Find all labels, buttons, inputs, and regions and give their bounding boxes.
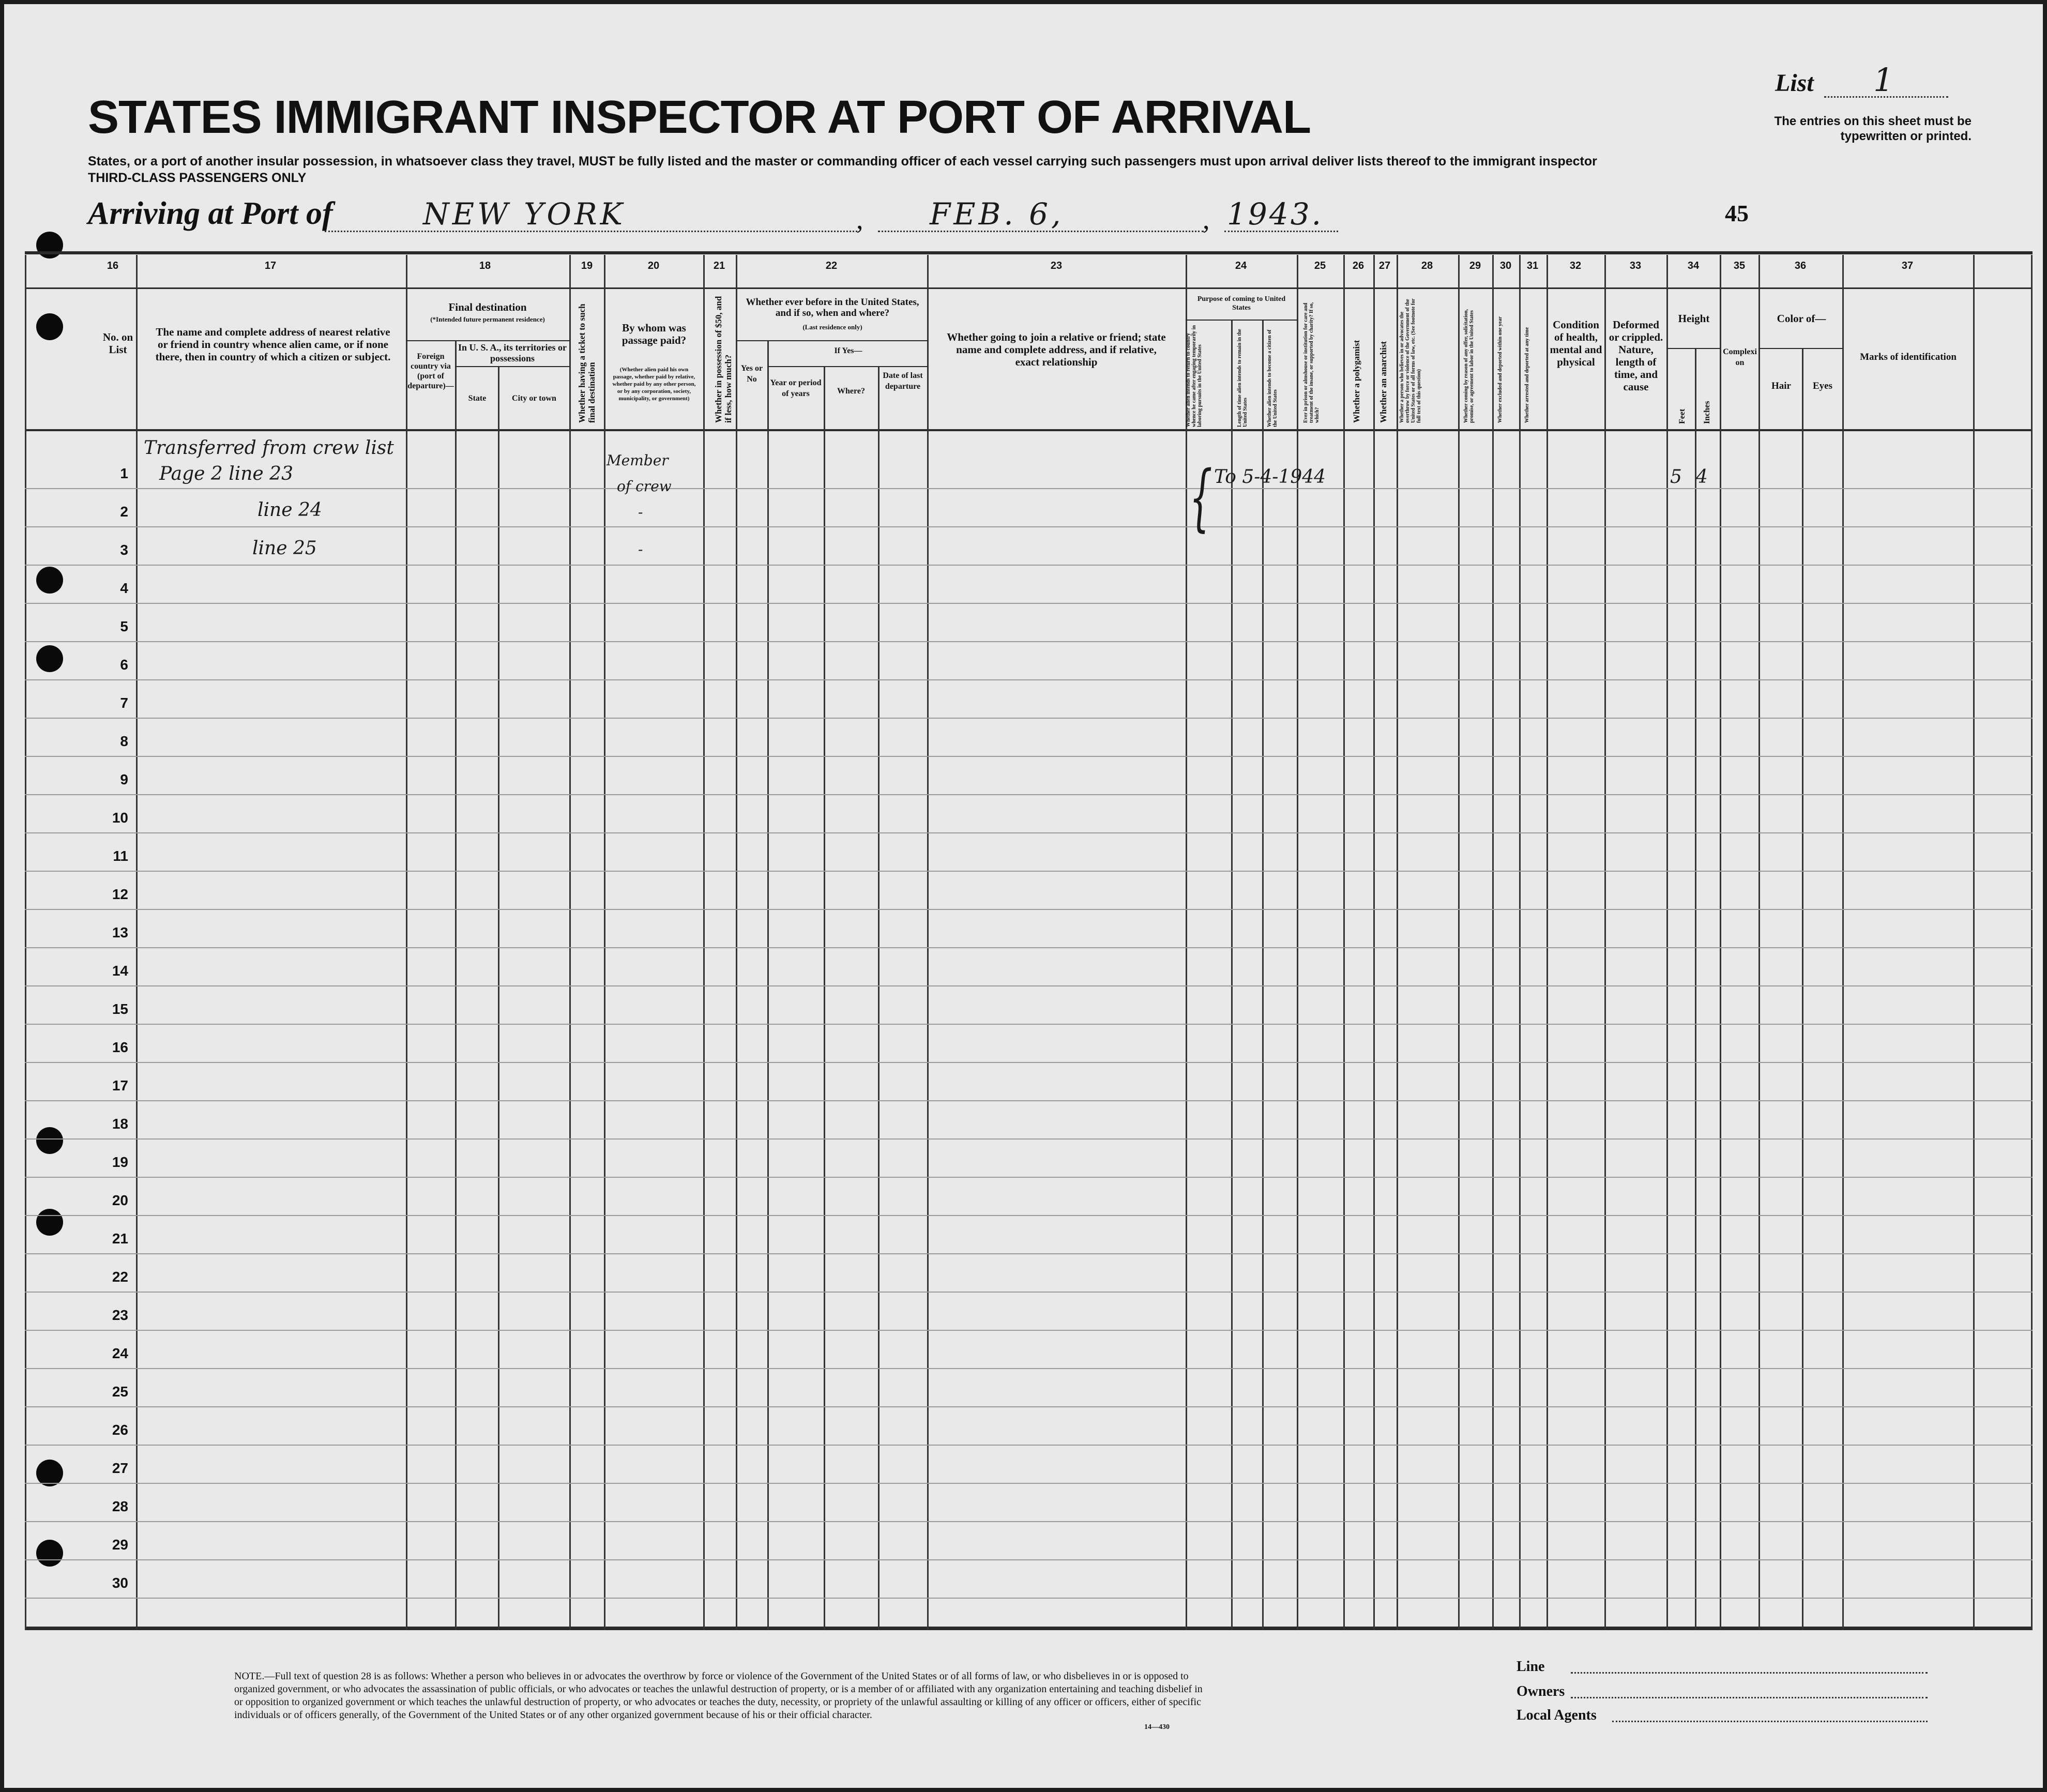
column-number: 18 (479, 260, 491, 271)
column-number: 33 (1629, 260, 1642, 271)
row-rule (25, 985, 2033, 986)
entry-line-25: line 25 (252, 538, 317, 559)
entry-height-inches: 4 (1696, 466, 1708, 488)
instructions-line: States, or a port of another insular possession, in whatsoever class they travel, MUST be fully listed and the master or commanding officer of each vessel carrying such passengers must upon arrival deliver lists thereof to the immigrant inspector (88, 154, 1597, 169)
class-line: THIRD-CLASS PASSENGERS ONLY (88, 171, 307, 185)
row-number: 9 (120, 771, 128, 787)
row-number: 25 (112, 1384, 128, 1400)
row-number: 22 (112, 1269, 128, 1285)
column-divider (1973, 255, 1975, 1630)
row-number: 16 (112, 1039, 128, 1055)
header-yes-or-no: Yes or No (740, 364, 763, 384)
entry-line-24: line 24 (257, 499, 322, 521)
binder-hole (36, 232, 63, 259)
header-last-departure: Date of last departure (883, 371, 923, 391)
entries-note: The entries on this sheet must be typewritten or printed. (1774, 114, 1972, 143)
column-divider (569, 255, 571, 1630)
header-inches: Inches (1703, 401, 1711, 424)
entry-length-stay: To 5-4-1944 (1214, 466, 1326, 488)
column-divider (1397, 255, 1398, 1630)
subheader-divider (406, 340, 570, 341)
row-number: 24 (112, 1345, 128, 1361)
column-divider (1492, 255, 1494, 1630)
column-divider (824, 366, 825, 1630)
row-rule (25, 603, 2033, 604)
comma-separator: , (856, 204, 863, 235)
list-number: 1 (1873, 61, 1894, 99)
row-rule (25, 565, 2033, 566)
column-number: 31 (1526, 260, 1539, 271)
row-rule (25, 526, 2033, 527)
header-hair: Hair (1771, 381, 1791, 391)
row-number: 28 (112, 1498, 128, 1514)
column-number: 24 (1235, 260, 1247, 271)
header-excluded: Whether excluded and deported within one year (1497, 316, 1503, 423)
column-divider (703, 255, 705, 1630)
binder-hole (36, 1540, 63, 1567)
column-number: 29 (1469, 260, 1481, 271)
column-number: 21 (713, 260, 725, 271)
column-divider (25, 255, 26, 1630)
column-divider (927, 255, 929, 1630)
row-rule (25, 1445, 2033, 1446)
row-number: 27 (112, 1460, 128, 1476)
line-label: Line (1517, 1659, 1545, 1675)
row-number: 11 (113, 848, 128, 864)
row-number: 15 (112, 1001, 128, 1017)
header-bottom-rule (25, 429, 2033, 431)
row-number: 14 (112, 963, 128, 979)
row-number: 4 (120, 580, 128, 596)
header-prison: Ever in prison or almshouse or institution for care and treatment of the insane, or supported by charity? If so, which? (1303, 302, 1320, 423)
row-rule (25, 1368, 2033, 1369)
column-divider (1604, 255, 1606, 1630)
row-rule (25, 1024, 2033, 1025)
row-number: 17 (112, 1077, 128, 1094)
subheader-divider (736, 340, 928, 341)
subheader-divider (1666, 348, 1720, 349)
header-foreign-country: Foreign country via (port of departure)— (407, 352, 454, 390)
column-divider (136, 255, 138, 1630)
header-height: Height (1678, 312, 1710, 325)
comma-separator: , (1203, 204, 1210, 235)
column-number: 34 (1687, 260, 1700, 271)
binder-hole (36, 567, 63, 594)
column-number: 20 (647, 260, 660, 271)
header-color-of: Color of— (1777, 312, 1826, 325)
row-number: 12 (112, 886, 128, 902)
row-number: 23 (112, 1307, 128, 1323)
row-number: 26 (112, 1422, 128, 1438)
row-rule (25, 718, 2033, 719)
row-number: 20 (112, 1192, 128, 1208)
entry-passage-crew: of crew (617, 478, 672, 495)
header-health: Condition of health, mental and physical (1550, 318, 1602, 368)
list-label: List (1775, 69, 1814, 97)
header-last-residence: (Last residence only) (802, 323, 862, 331)
row-rule (25, 1062, 2033, 1063)
header-money-possession: Whether in possession of $50, and if less, how much? (714, 296, 733, 423)
row-rule (25, 1215, 2033, 1216)
column-divider (1546, 255, 1548, 1630)
header-passage-paid: By whom was passage paid? (621, 322, 687, 346)
column-number: 30 (1499, 260, 1512, 271)
column-divider (1231, 320, 1233, 1630)
row-number: 10 (112, 810, 128, 826)
question-28-note: NOTE.—Full text of question 28 is as follows: Whether a person who believes in or advocates the overthrow by force or violence of the Government of the United States or of all forms of law, or who disbelieves in or is opposed to organized government, or who advocates the assassination of public officials, or who advocates or teaches the unlawful destruction of property, or is a member of or affiliated with any organization entertaining and teaching disbelief in or opposition to organized government or which teaches the unlawful destruction of property, or who advocates or teaches the duty, necessity, or propriety of the unlawful assaulting or killing of any officer or officers, either of specific individuals or of officers generally, of the Government of the United States or of any other organized government because of his or their official character. (234, 1670, 1203, 1721)
column-divider (406, 255, 407, 1630)
header-eyes: Eyes (1813, 381, 1832, 391)
row-number: 5 (120, 618, 128, 634)
row-rule (25, 1100, 2033, 1101)
row-number: 13 (112, 924, 128, 940)
header-arrested: Whether arrested and deported at any time (1524, 327, 1530, 423)
row-rule (25, 871, 2033, 872)
row-rule (25, 488, 2033, 489)
owners-signature-field (1571, 1697, 1928, 1698)
subheader-divider (1186, 320, 1297, 321)
header-final-destination-note: (*Intended future permanent residence) (430, 315, 545, 323)
header-labor-offer: Whether coming by reason of any offer, solicitation, promise, or agreement to labor in the United States (1463, 309, 1475, 423)
row-rule (25, 679, 2033, 680)
row-rule (25, 1559, 2033, 1560)
column-number: 17 (264, 260, 277, 271)
column-divider (1519, 255, 1521, 1630)
entry-page-line: Page 2 line 23 (159, 463, 293, 484)
header-nearest-relative: The name and complete address of nearest relative or friend in country whence alien came, or if none there, then in country of which a citizen or subject. (155, 326, 391, 363)
form-title: STATES IMMIGRANT INSPECTOR AT PORT OF ARRIVAL (88, 92, 1311, 143)
column-number: 16 (107, 260, 119, 271)
subheader-divider (455, 366, 570, 367)
table-bottom-rule (25, 1627, 2033, 1630)
binder-hole (36, 1209, 63, 1236)
row-rule (25, 641, 2033, 642)
column-number: 27 (1378, 260, 1391, 271)
row-rule (25, 909, 2033, 910)
row-number: 18 (112, 1116, 128, 1132)
column-divider (878, 366, 880, 1630)
column-divider (736, 255, 737, 1630)
arriving-label: Arriving at Port of (88, 196, 333, 231)
column-number: 37 (1901, 260, 1914, 271)
column-divider (1458, 255, 1460, 1630)
column-number: 23 (1050, 260, 1063, 271)
column-number: 28 (1421, 260, 1433, 271)
row-number: 21 (112, 1231, 128, 1247)
row-rule (25, 1253, 2033, 1254)
row-rule (25, 947, 2033, 948)
header-ticket: Whether having a ticket to such final destination (577, 303, 597, 423)
row-rule (25, 1330, 2033, 1331)
column-divider (1186, 255, 1187, 1630)
header-years: Year or period of years (770, 378, 822, 398)
entry-ditto-mark: - (638, 504, 643, 521)
row-number: 29 (112, 1537, 128, 1553)
header-if-yes: If Yes— (834, 346, 862, 355)
column-divider (1262, 320, 1264, 1630)
form-code: 14—430 (1144, 1723, 1170, 1731)
column-divider (1297, 255, 1298, 1630)
local-agents-label: Local Agents (1517, 1707, 1597, 1723)
column-divider (2031, 255, 2033, 1630)
column-divider (1666, 255, 1668, 1630)
binder-hole (36, 313, 63, 340)
owners-label: Owners (1517, 1683, 1565, 1699)
header-complexion: Complexion (1723, 347, 1757, 367)
header-length-stay: Length of time alien intends to remain in the United States (1237, 329, 1248, 427)
row-rule (25, 1292, 2033, 1293)
binder-hole (36, 1127, 63, 1154)
entry-height-feet: 5 (1670, 466, 1682, 488)
header-divider (25, 287, 2033, 289)
row-number: 3 (120, 542, 128, 558)
header-feet: Feet (1678, 408, 1687, 424)
column-number: 26 (1352, 260, 1364, 271)
header-usa-territories: In U. S. A., its territories or possessions (458, 342, 567, 363)
port-value: NEW YORK (423, 196, 626, 232)
date-value: FEB. 6, (930, 196, 1064, 232)
agents-signature-field (1612, 1721, 1928, 1722)
row-rule (25, 1138, 2033, 1140)
entry-transfer-note: Transferred from crew list (144, 437, 394, 459)
form-instructions (88, 153, 1597, 186)
row-rule (25, 832, 2033, 833)
column-divider (1695, 348, 1696, 1630)
header-deformed: Deformed or crippled. Nature, length of time, and cause (1609, 318, 1663, 393)
row-rule (25, 1521, 2033, 1522)
column-number: 25 (1314, 260, 1326, 271)
subheader-divider (767, 366, 928, 367)
column-number: 19 (581, 260, 593, 271)
row-number: 8 (120, 733, 128, 749)
form-page (4, 4, 2043, 1788)
header-passage-paid-note: (Whether alien paid his own passage, whether paid by relative, whether paid by any other person, or by any corporation, society, municipality, or government) (612, 367, 696, 402)
header-intends-return: Whether alien intends to return to country whence he came after engaging temporarily in laboring pursuits in the United States (1186, 325, 1203, 427)
row-rule (25, 794, 2033, 795)
entry-ditto-mark: - (638, 541, 643, 558)
header-city: City or town (512, 394, 556, 403)
row-rule (25, 756, 2033, 757)
sheet-number: 45 (1725, 200, 1749, 226)
header-polygamist: Whether a polygamist (1352, 340, 1361, 423)
row-number: 6 (120, 657, 128, 673)
entry-passage-member: Member (606, 452, 669, 469)
binder-hole (36, 645, 63, 672)
entry-bracket: { (1189, 455, 1212, 540)
row-rule (25, 1406, 2033, 1407)
header-ever-in-us: Whether ever before in the United States, and if so, when and where? (746, 297, 919, 318)
table-top-rule (25, 251, 2033, 254)
header-joining-relative: Whether going to join a relative or friend; state name and complete address, and if relative, exact relationship (947, 331, 1166, 368)
row-number: 30 (112, 1575, 128, 1591)
row-rule (25, 1598, 2033, 1599)
row-number: 2 (120, 504, 128, 520)
column-number: 22 (825, 260, 838, 271)
column-divider (604, 255, 605, 1630)
row-number: 7 (120, 695, 128, 711)
subheader-divider (1758, 348, 1843, 349)
row-number: 1 (120, 465, 128, 481)
column-number: 32 (1569, 260, 1582, 271)
column-number: 35 (1733, 260, 1746, 271)
header-final-destination: Final destination (448, 301, 527, 313)
column-divider (1802, 348, 1803, 1630)
column-number: 36 (1794, 260, 1807, 271)
column-divider (1373, 255, 1375, 1630)
header-anarchist: Whether an anarchist (1378, 341, 1388, 423)
column-divider (1343, 255, 1345, 1630)
row-rule (25, 1177, 2033, 1178)
header-identification-marks: Marks of identification (1860, 352, 1957, 362)
column-divider (1758, 255, 1760, 1630)
header-become-citizen: Whether alien intends to become a citizen of the United States (1267, 329, 1278, 427)
header-overthrow: Whether a person who believes in or advocates the overthrow by force or violence of the Government of the United States or of all forms of law, etc. (See footnote for full text of this question) (1399, 298, 1422, 423)
header-purpose: Purpose of coming to United States (1197, 295, 1286, 312)
column-divider (1720, 255, 1721, 1630)
column-divider (498, 366, 499, 1630)
row-rule (25, 1483, 2033, 1484)
column-divider (1842, 255, 1844, 1630)
header-state: State (468, 394, 487, 403)
header-where: Where? (837, 387, 865, 396)
line-signature-field (1571, 1672, 1928, 1674)
year-value: 1943. (1227, 196, 1324, 232)
row-number: 19 (112, 1154, 128, 1170)
header-no-on-list: No. on List (102, 331, 133, 356)
